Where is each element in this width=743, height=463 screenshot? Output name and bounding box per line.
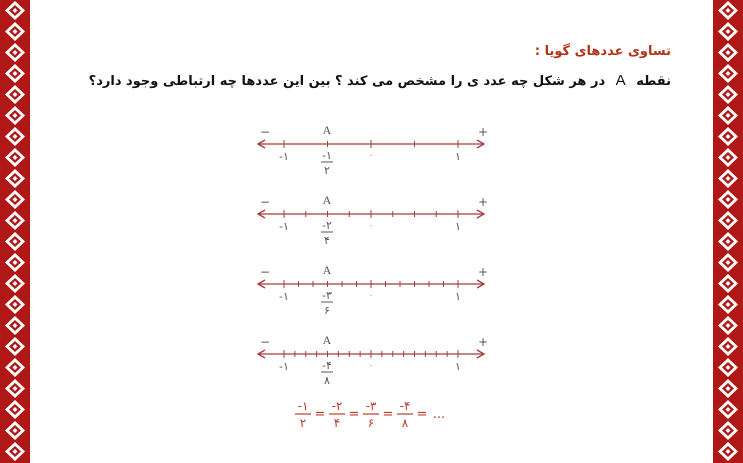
fraction-denominator: ۲ — [324, 164, 330, 177]
tick-label-one: ۱ — [455, 220, 461, 233]
minus-sign: − — [260, 195, 271, 209]
point-a-label: A — [322, 193, 332, 207]
equation-denominator: ۲ — [299, 416, 307, 430]
question-text — [89, 72, 671, 89]
fraction-denominator: ۶ — [324, 304, 330, 317]
question-prefix: نقطه — [636, 74, 671, 89]
equation-numerator: -۱ — [297, 399, 309, 413]
section-heading: تساوی عددهای گویا : — [534, 44, 671, 59]
tick-label-zero: ۰ — [368, 361, 374, 370]
minus-sign: − — [260, 335, 271, 349]
diamond-border-pattern — [0, 0, 30, 463]
tick-label-zero: ۰ — [368, 291, 374, 300]
plus-sign: + — [478, 125, 489, 139]
equals-sign: = — [416, 407, 428, 422]
minus-sign: − — [260, 125, 271, 139]
equation-denominator: ۸ — [401, 416, 409, 430]
plus-sign: + — [478, 195, 489, 209]
plus-sign: + — [478, 265, 489, 279]
fraction-denominator: ۸ — [324, 374, 330, 387]
minus-sign: − — [260, 265, 271, 279]
question-suffix: در هر شکل چه عدد ی را مشخص می کند ؟ بین این عددها چه ارتباطی وجود دارد؟ — [88, 74, 606, 89]
fraction-denominator: ۴ — [324, 234, 330, 247]
equals-sign: = — [382, 407, 394, 422]
tick-label-minus-one: -۱ — [279, 360, 289, 373]
equation-denominator: ۶ — [367, 416, 375, 430]
fraction-numerator: -۱ — [322, 149, 332, 162]
number-lines-svg — [240, 118, 500, 448]
equals-sign: = — [348, 407, 360, 422]
tick-label-one: ۱ — [455, 360, 461, 373]
tick-label-zero: ۰ — [368, 151, 374, 160]
point-a-label: A — [322, 263, 332, 277]
tick-label-minus-one: -۱ — [279, 220, 289, 233]
point-a-label: A — [322, 123, 332, 137]
tick-label-minus-one: -۱ — [279, 150, 289, 163]
equation-numerator: -۲ — [331, 399, 343, 413]
equation-numerator: -۴ — [399, 399, 411, 413]
fraction-numerator: -۳ — [322, 289, 332, 302]
tick-label-one: ۱ — [455, 290, 461, 303]
plus-sign: + — [478, 335, 489, 349]
fraction-numerator: -۲ — [322, 219, 332, 232]
tick-label-minus-one: -۱ — [279, 290, 289, 303]
equals-sign: = — [314, 407, 326, 422]
tick-label-one: ۱ — [455, 150, 461, 163]
tick-label-zero: ۰ — [368, 221, 374, 230]
diamond-border-pattern — [713, 0, 743, 463]
equation-ellipsis: ... — [432, 407, 446, 422]
point-name: A — [615, 72, 626, 89]
right-decorative-border — [713, 0, 743, 463]
equation-denominator: ۴ — [333, 416, 341, 430]
fraction-numerator: -۴ — [322, 359, 332, 372]
point-a-label: A — [322, 333, 332, 347]
equation-numerator: -۳ — [365, 399, 377, 413]
number-lines-figure — [240, 118, 500, 448]
left-decorative-border — [0, 0, 30, 463]
